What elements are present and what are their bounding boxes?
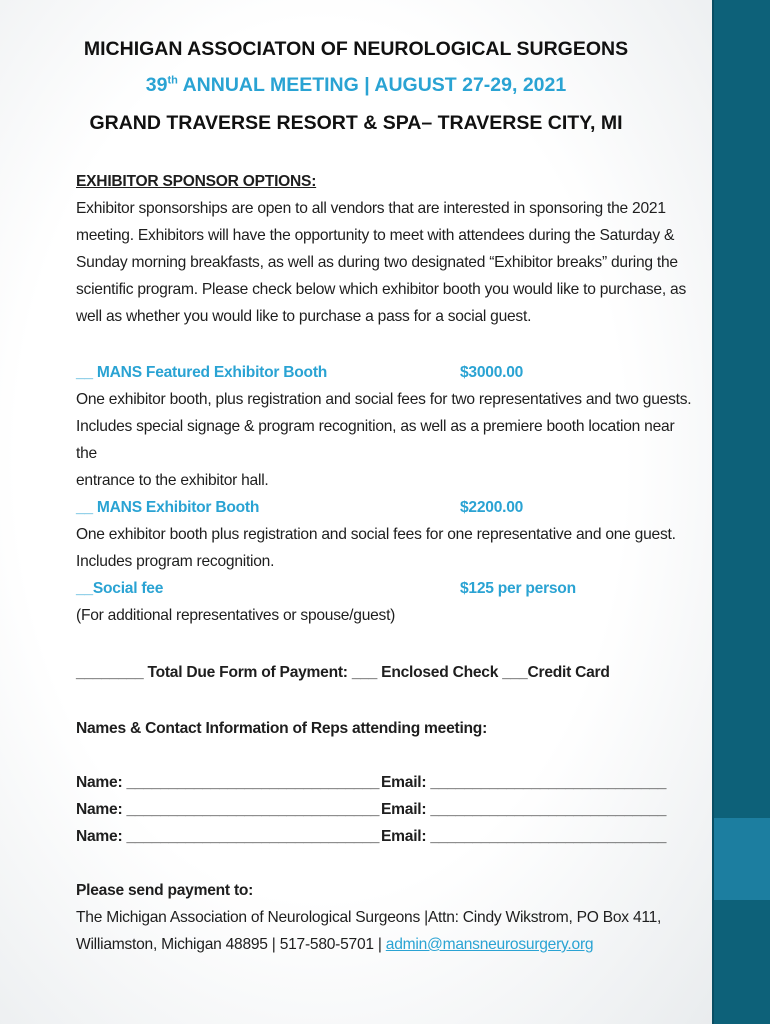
rep-row — [76, 796, 696, 823]
intro-line: meeting. Exhibitors will have the opportunity to meet with attendees during the Saturday & — [76, 227, 675, 244]
option-booth-row[interactable] — [76, 494, 696, 521]
reps-heading: Names & Contact Information of Reps attending meeting: — [76, 720, 488, 737]
venue-title: GRAND TRAVERSE RESORT & SPA– TRAVERSE CITY, MI — [89, 112, 623, 134]
option-social-desc: (For additional representatives or spouse/guest) — [76, 607, 396, 624]
intro-line: Exhibitor sponsorships are open to all vendors that are interested in sponsoring the 2021 — [76, 200, 666, 217]
intro-heading: EXHIBITOR SPONSOR OPTIONS: — [76, 173, 317, 190]
rep-email-field[interactable]: Email: ____________________________ — [381, 774, 667, 791]
rep-email-field[interactable]: Email: ____________________________ — [381, 801, 667, 818]
payment-contact-line — [76, 931, 661, 958]
option-social-label: __Social fee — [76, 580, 164, 597]
rep-name-field[interactable]: Name: ______________________________ — [76, 801, 380, 818]
meeting-title — [0, 74, 712, 97]
rep-row — [76, 823, 696, 850]
option-featured-row[interactable] — [76, 359, 696, 386]
option-featured-desc: entrance to the exhibitor hall. — [76, 472, 269, 489]
option-booth-desc: One exhibitor booth plus registration and social fees for one representative and one guest. — [76, 526, 676, 543]
rep-name-field[interactable]: Name: ______________________________ — [76, 828, 380, 845]
intro-line: well as whether you would like to purchase a pass for a social guest. — [76, 308, 532, 325]
intro-line: scientific program. Please check below which exhibitor booth you would like to purchase, as — [76, 281, 686, 298]
option-featured-price: $3000.00 — [460, 364, 524, 381]
reps-table — [76, 769, 696, 850]
payment-heading: Please send payment to: — [76, 882, 254, 899]
side-bar-block — [714, 818, 770, 900]
payment-email-link[interactable]: admin@mansneurosurgery.org — [385, 936, 594, 953]
org-title: MICHIGAN ASSOCIATON OF NEUROLOGICAL SURGEONS — [83, 38, 629, 60]
option-featured-label: __ MANS Featured Exhibitor Booth — [76, 364, 328, 381]
rep-name-field[interactable]: Name: ______________________________ — [76, 774, 380, 791]
total-due-line[interactable]: ________ Total Due Form of Payment: ___ Enclosed Check ___Credit Card — [76, 664, 610, 681]
rep-row — [76, 769, 696, 796]
rep-email-field[interactable]: Email: ____________________________ — [381, 828, 667, 845]
option-social-row[interactable] — [76, 575, 696, 602]
intro-section — [76, 168, 686, 330]
payment-section — [76, 877, 661, 958]
meeting-ordinal: th — [167, 74, 178, 87]
option-booth-label: __ MANS Exhibitor Booth — [76, 499, 260, 516]
payment-phone: Williamston, Michigan 48895 | 517-580-5701 | — [76, 936, 386, 953]
option-booth-desc: Includes program recognition. — [76, 553, 275, 570]
options-section — [76, 359, 696, 629]
option-booth-price: $2200.00 — [460, 499, 524, 516]
option-social-price: $125 per person — [460, 580, 576, 597]
meeting-dates: ANNUAL MEETING | AUGUST 27-29, 2021 — [177, 74, 567, 96]
option-featured-desc: Includes special signage & program recognition, as well as a premiere booth location near the — [76, 418, 675, 462]
payment-address-line: The Michigan Association of Neurological Surgeons |Attn: Cindy Wikstrom, PO Box 411, — [76, 909, 662, 926]
meeting-number: 39 — [145, 74, 168, 96]
option-featured-desc: One exhibitor booth, plus registration and social fees for two representatives and two guests. — [76, 391, 692, 408]
intro-line: Sunday morning breakfasts, as well as during two designated “Exhibitor breaks” during the — [76, 254, 678, 271]
